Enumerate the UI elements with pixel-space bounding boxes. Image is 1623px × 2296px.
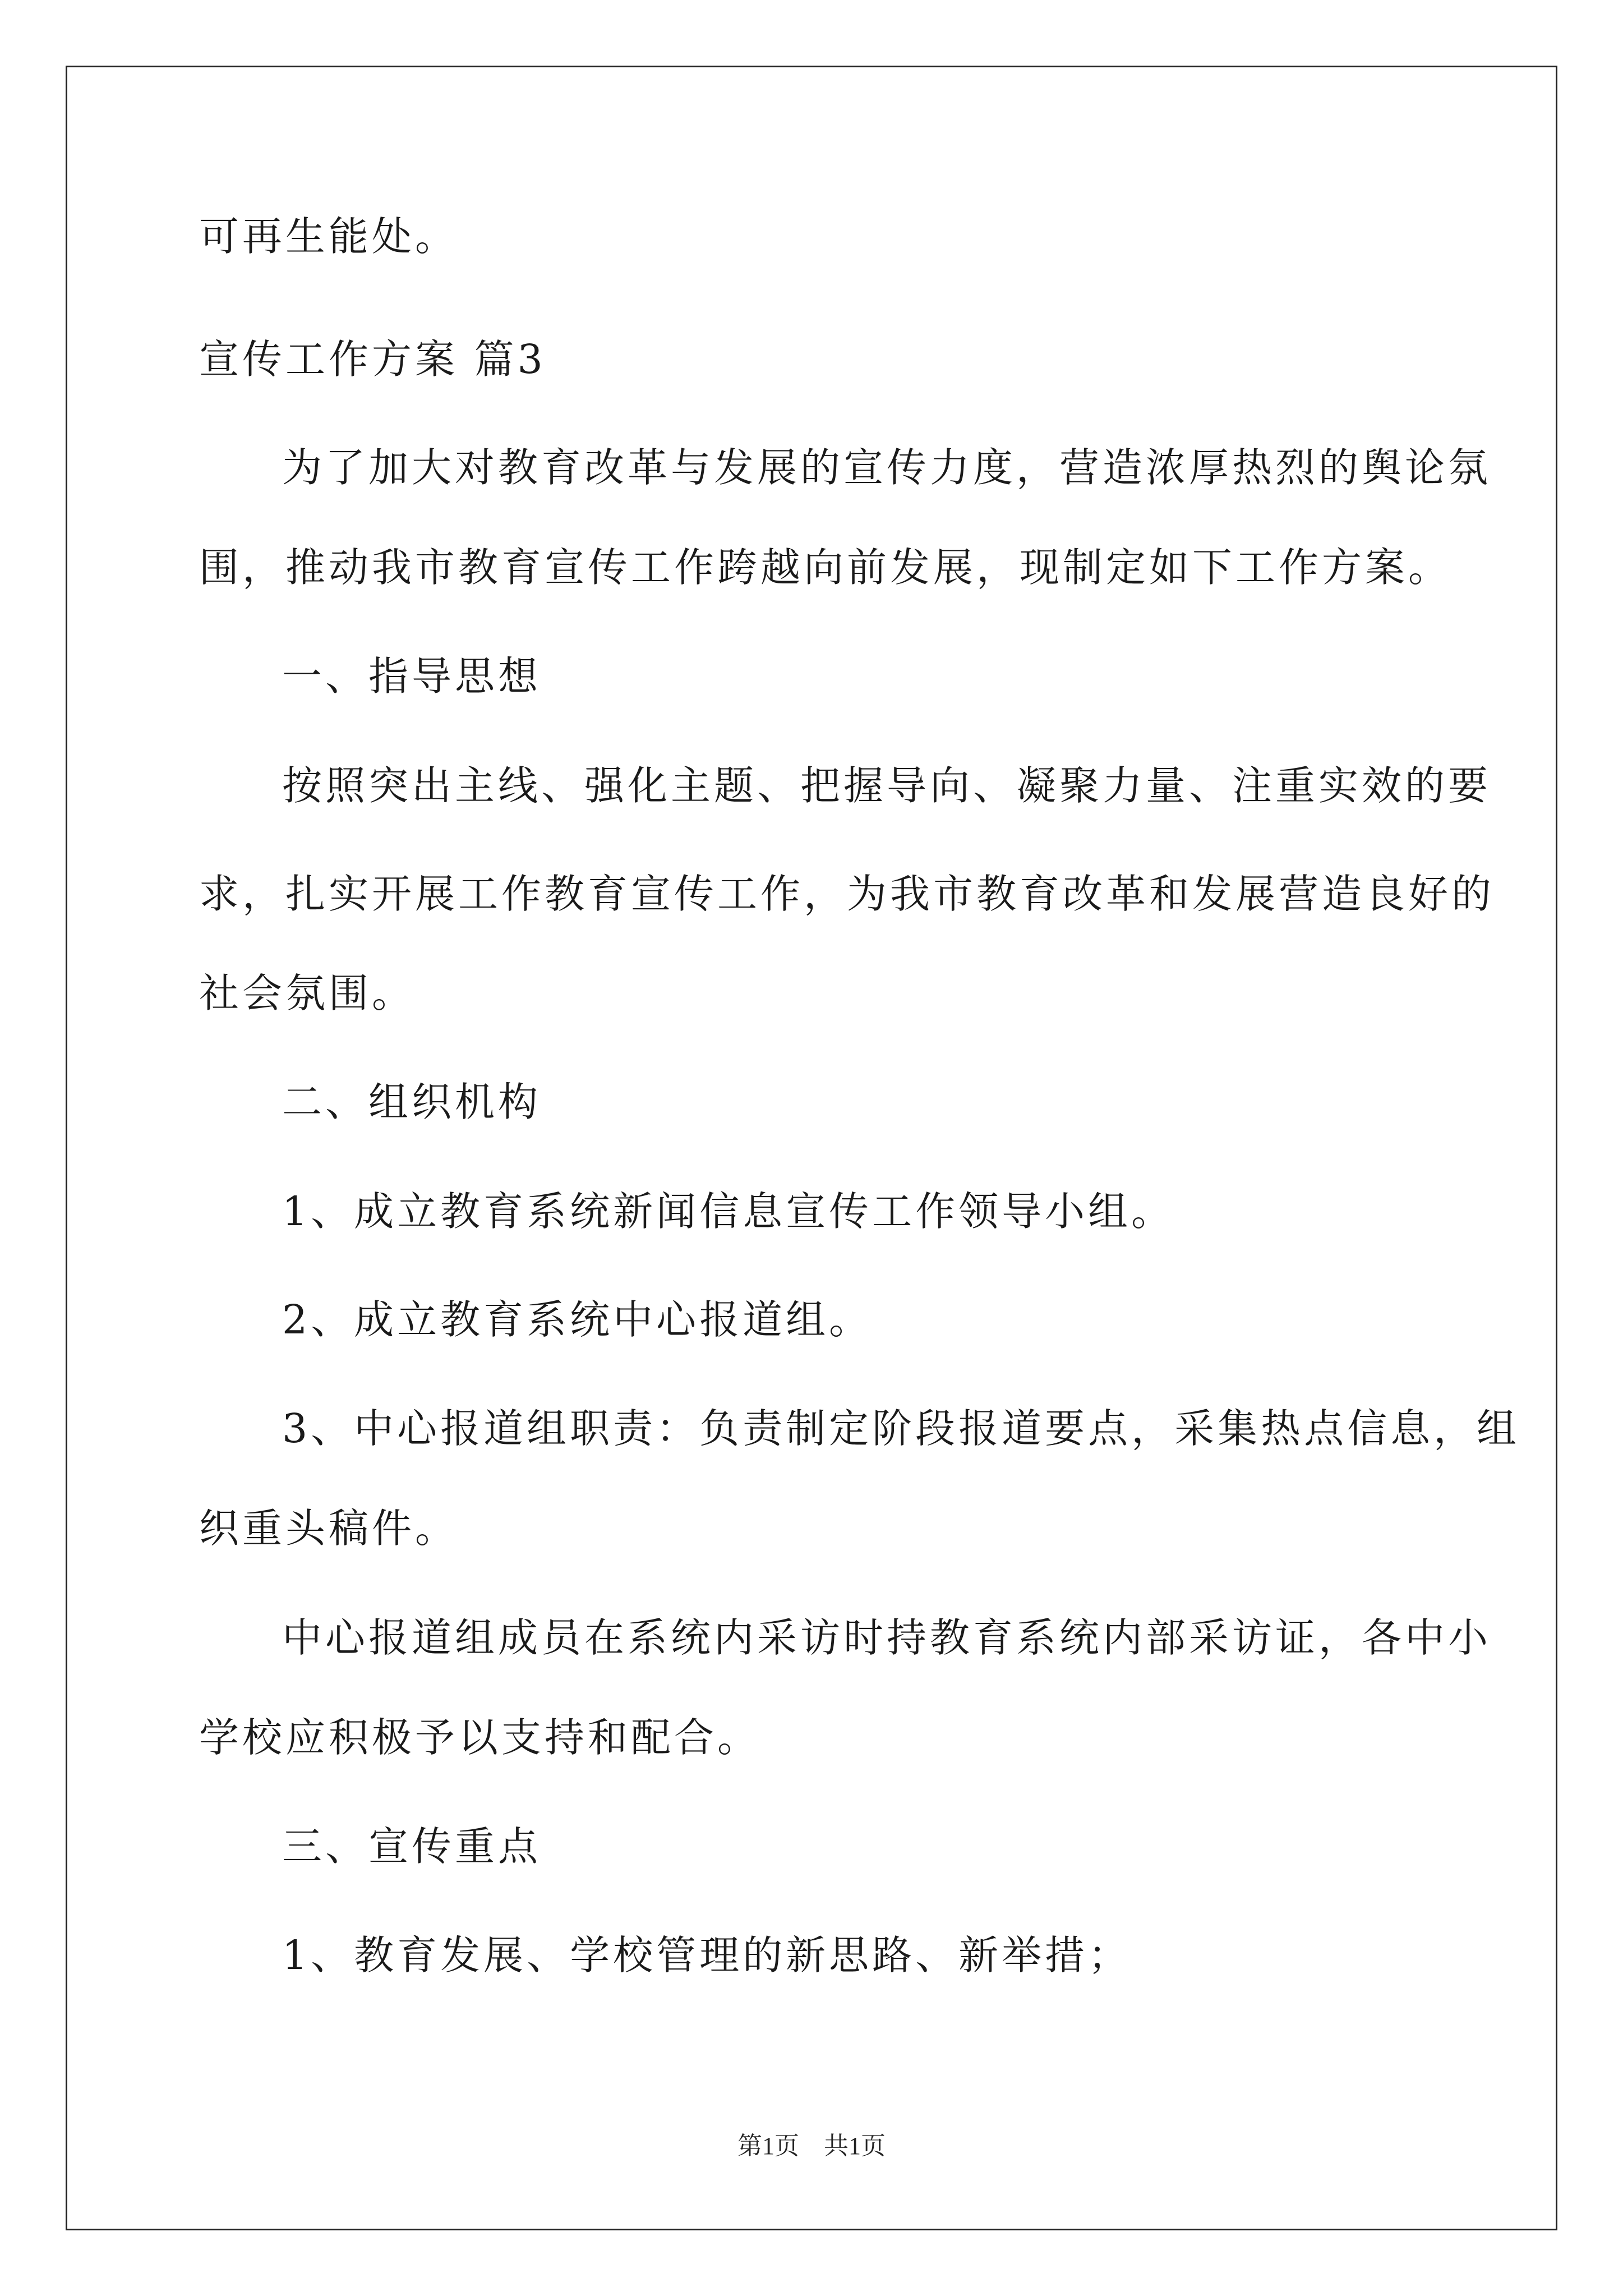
list-item: 3、中心报道组职责：负责制定阶段报道要点，采集热点信息，组 bbox=[282, 1405, 1520, 1452]
list-item: 1、成立教育系统新闻信息宣传工作领导小组。 bbox=[282, 1188, 1175, 1235]
paragraph-line: 按照突出主线、强化主题、把握导向、凝聚力量、注重实效的要 bbox=[282, 762, 1492, 809]
page-border bbox=[66, 66, 1557, 2230]
list-item: 2、成立教育系统中心报道组。 bbox=[282, 1296, 873, 1343]
heading-guiding-ideology: 一、指导思想 bbox=[282, 653, 542, 700]
list-item: 1、教育发展、学校管理的新思路、新举措； bbox=[282, 1932, 1132, 1978]
heading-publicity-focus: 三、宣传重点 bbox=[282, 1823, 542, 1870]
paragraph-line: 社会氛围。 bbox=[199, 970, 416, 1016]
paragraph-line: 围，推动我市教育宣传工作跨越向前发展，现制定如下工作方案。 bbox=[199, 544, 1452, 591]
paragraph-line: 学校应积极予以支持和配合。 bbox=[199, 1714, 761, 1761]
paragraph-line: 为了加大对教育改革与发展的宣传力度，营造浓厚热烈的舆论氛 bbox=[282, 444, 1492, 491]
paragraph-line: 中心报道组成员在系统内采访时持教育系统内部采访证，各中小 bbox=[282, 1614, 1492, 1661]
paragraph-line: 求，扎实开展工作教育宣传工作，为我市教育改革和发展营造良好的 bbox=[199, 871, 1495, 917]
section-title: 宣传工作方案 篇3 bbox=[199, 336, 546, 383]
heading-organization: 二、组织机构 bbox=[282, 1079, 542, 1125]
paragraph-line: 织重头稿件。 bbox=[199, 1505, 459, 1552]
text-line: 可再生能处。 bbox=[199, 213, 459, 260]
page-footer: 第1页 共1页 bbox=[737, 2132, 886, 2160]
